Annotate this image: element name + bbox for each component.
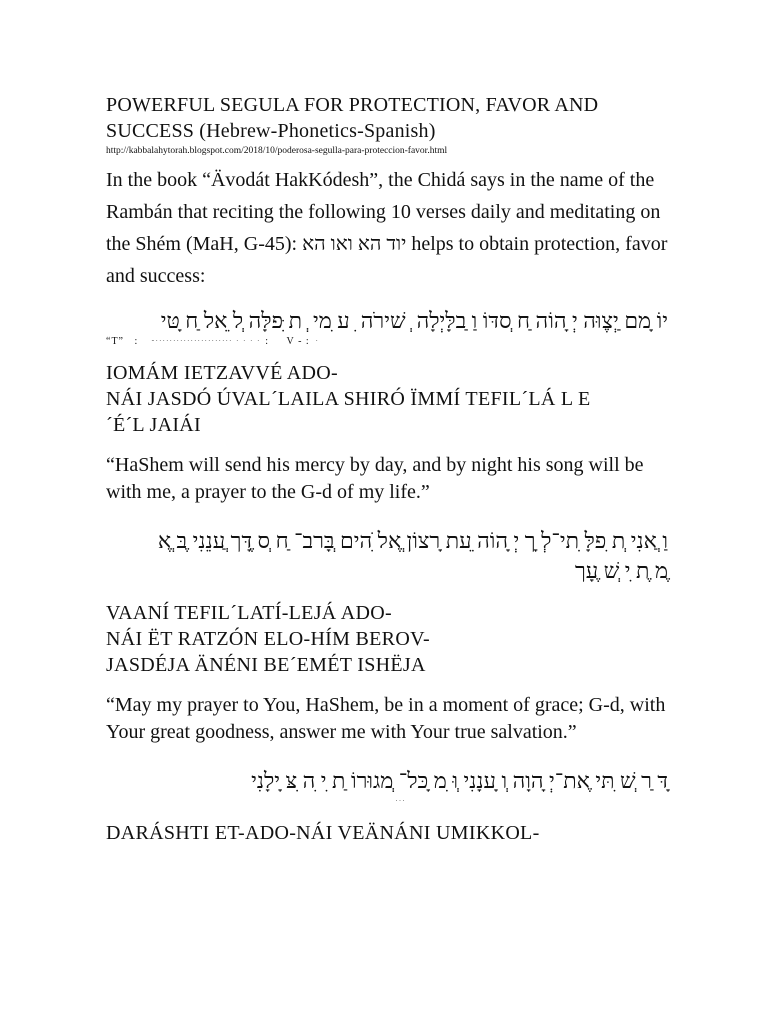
- title-line-2: SUCCESS (Hebrew-Phonetics-Spanish): [106, 120, 436, 142]
- verse-2-hebrew-line: ֶמ ֶת ִי ְשׁ ֶעָך: [574, 558, 668, 583]
- verse-1-transliteration: [106, 360, 668, 438]
- verse-2-translit-line: NÁI ËT RATZÓN ELO-HÍM BEROV-: [106, 628, 430, 650]
- verse-1-hebrew: [106, 306, 668, 336]
- verse-1-translit-line: ´É´L JAIÁI: [106, 414, 202, 436]
- intro-text-before: In the book “Ävodát HakKódesh”, the Chidá says in the name of the Rambán that reciting the following 10 verses daily and meditating on the Shém (MaH, G-45):: [106, 169, 661, 255]
- intro-hebrew-name: יוד הא ואו הא: [302, 233, 407, 255]
- verse-3-transliteration: [106, 820, 668, 846]
- verse-2-hebrew-line: וַ ֲאנִי ְת ִפלָּ ִתי־לְ ָך יְ ָהוֹה ֵעת ָרצוֹן ֱאל ִֹהים ְבָּרב־ ַח ְס ֶדָּך ֲענֵנִי ֶבּ ֱא: [157, 528, 668, 553]
- document-title: [106, 92, 668, 144]
- verse-3-marks: ּ ּ ּ: [106, 796, 407, 807]
- verse-1-marks: “T” : ּ ּ ּ ּ ּ ּ ּ ּ ּ ּ ּ ּ ּ ּ ּ ּ ּ ּ ּ ּ ּ ּ ּ ּ ּ ּ ּ ּ : V - : ּ: [106, 336, 318, 347]
- intro-text-after: helps to obtain protection, favor and success:: [106, 233, 668, 287]
- verse-2-hebrew: [106, 526, 668, 586]
- verse-1-translit-line: IOMÁM IETZAVVÉ ADO-: [106, 362, 338, 384]
- title-line-1: POWERFUL SEGULA FOR PROTECTION, FAVOR AND: [106, 94, 599, 116]
- source-url[interactable]: http://kabbalahytorah.blogspot.com/2018/10/poderosa-segulla-para-proteccion-favor.html: [106, 146, 448, 156]
- verse-1-translation: “HaShem will send his mercy by day, and by night his song will be with me, a prayer to the G-d of my life.”: [106, 454, 644, 503]
- verse-2-translation: “May my prayer to You, HaShem, be in a moment of grace; G-d, with Your great goodness, answer me with Your true salvation.”: [106, 694, 666, 743]
- verse-2-translit-line: VAANÍ TEFIL´LATÍ-LEJÁ ADO-: [106, 602, 392, 624]
- verse-1-translit-line: NÁI JASDÓ ÚVAL´LAILA SHIRÓ ÏMMÍ TEFIL´LÁ L E: [106, 388, 591, 410]
- intro-paragraph: [106, 164, 668, 292]
- verse-2-translit-line: JASDÉJA ÄNÉNI BE´EMÉT ISHËJA: [106, 654, 426, 676]
- verse-3-hebrew: [106, 766, 668, 796]
- verse-2-transliteration: [106, 600, 668, 678]
- verse-3-translit-line: DARÁSHTI ET-ADO-NÁI VEÄNÁNI UMIKKOL-: [106, 822, 540, 844]
- verse-3-hebrew-line: ָדּ ַר ְשׁ ִתּי ֶאת־יְ ָהוָה ְו ָענָנִי ְוּ ִמ ָכּל־ ְמגוּרוֹ ַת ִי ִה ִצּ ָילָנִי: [251, 768, 668, 793]
- verse-1-hebrew-line: יוֹ ָמם ַיְצֶוּה יְ ָהוֹה ַח ְסדּוֹ וַ ַבלָּיְלָה ְ שׁירֹה ִ ע ִמי ְ ת ִּפלָּה ְל ֵאל ַח ָטּי: [160, 308, 668, 333]
